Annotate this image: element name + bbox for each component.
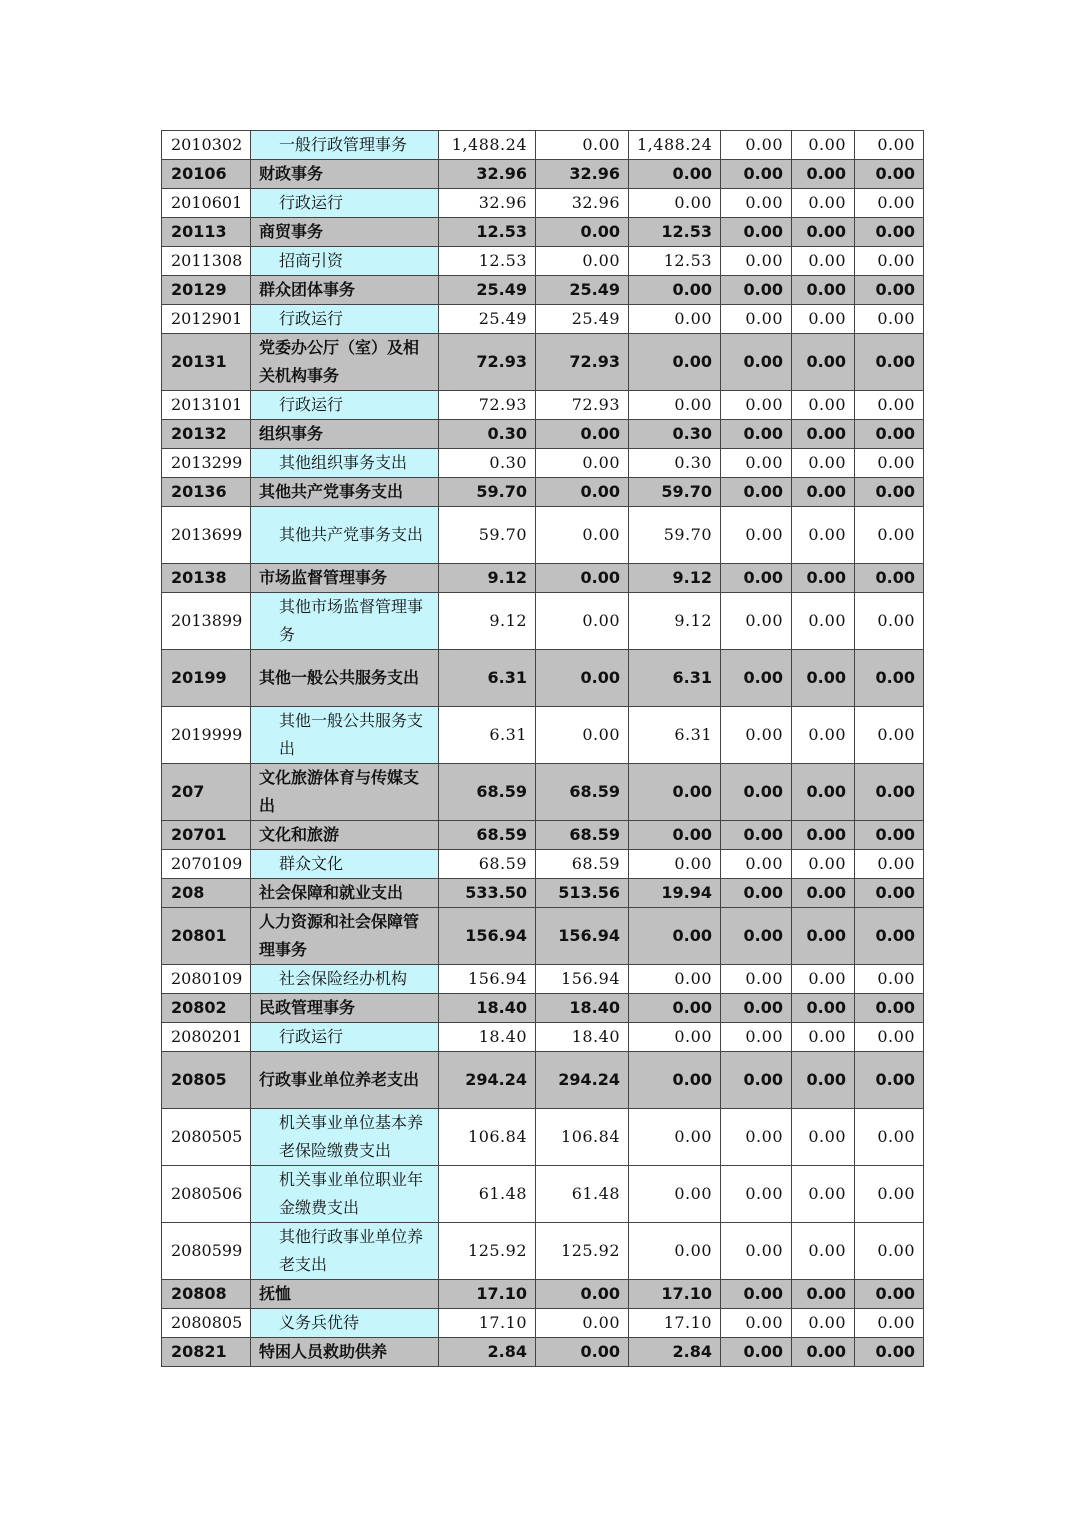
subject-code-cell: 2080506 bbox=[162, 1166, 251, 1223]
subject-code-cell: 2013699 bbox=[162, 507, 251, 564]
amount-cell: 0.00 bbox=[536, 1280, 629, 1309]
amount-cell: 513.56 bbox=[536, 879, 629, 908]
amount-cell: 0.00 bbox=[536, 247, 629, 276]
subject-name-cell: 民政管理事务 bbox=[251, 994, 439, 1023]
amount-cell: 0.00 bbox=[855, 1338, 924, 1367]
amount-cell: 32.96 bbox=[536, 160, 629, 189]
amount-cell: 59.70 bbox=[629, 507, 721, 564]
subject-code-cell: 20132 bbox=[162, 420, 251, 449]
amount-cell: 1,488.24 bbox=[439, 131, 536, 160]
amount-cell: 0.00 bbox=[629, 391, 721, 420]
amount-cell: 0.00 bbox=[792, 276, 855, 305]
subject-name-cell: 人力资源和社会保障管理事务 bbox=[251, 908, 439, 965]
subject-name-cell: 行政运行 bbox=[251, 189, 439, 218]
subject-code-cell: 20802 bbox=[162, 994, 251, 1023]
subject-code-cell: 2080599 bbox=[162, 1223, 251, 1280]
amount-cell: 0.00 bbox=[792, 1023, 855, 1052]
subject-code-cell: 2011308 bbox=[162, 247, 251, 276]
subject-code-cell: 20113 bbox=[162, 218, 251, 247]
category-row bbox=[162, 994, 924, 1023]
category-row bbox=[162, 821, 924, 850]
amount-cell: 0.00 bbox=[792, 707, 855, 764]
amount-cell: 0.00 bbox=[855, 1109, 924, 1166]
subject-name-cell: 机关事业单位职业年金缴费支出 bbox=[251, 1166, 439, 1223]
budget-expenditure-table bbox=[161, 130, 924, 1367]
item-row bbox=[162, 391, 924, 420]
amount-cell: 0.00 bbox=[792, 994, 855, 1023]
category-row bbox=[162, 650, 924, 707]
amount-cell: 0.30 bbox=[439, 449, 536, 478]
subject-name-cell: 社会保险经办机构 bbox=[251, 965, 439, 994]
amount-cell: 9.12 bbox=[629, 593, 721, 650]
subject-code-cell: 2080201 bbox=[162, 1023, 251, 1052]
amount-cell: 72.93 bbox=[439, 391, 536, 420]
category-row bbox=[162, 478, 924, 507]
amount-cell: 32.96 bbox=[439, 160, 536, 189]
amount-cell: 0.00 bbox=[855, 650, 924, 707]
subject-name-cell: 文化旅游体育与传媒支出 bbox=[251, 764, 439, 821]
amount-cell: 0.00 bbox=[855, 305, 924, 334]
amount-cell: 0.00 bbox=[855, 850, 924, 879]
subject-name-cell: 群众团体事务 bbox=[251, 276, 439, 305]
category-row bbox=[162, 564, 924, 593]
amount-cell: 0.00 bbox=[629, 305, 721, 334]
amount-cell: 18.40 bbox=[439, 1023, 536, 1052]
amount-cell: 0.00 bbox=[629, 764, 721, 821]
amount-cell: 12.53 bbox=[439, 218, 536, 247]
amount-cell: 0.00 bbox=[721, 420, 792, 449]
amount-cell: 0.00 bbox=[536, 650, 629, 707]
subject-code-cell: 20136 bbox=[162, 478, 251, 507]
amount-cell: 59.70 bbox=[629, 478, 721, 507]
category-row bbox=[162, 1338, 924, 1367]
amount-cell: 0.00 bbox=[721, 276, 792, 305]
category-row bbox=[162, 334, 924, 391]
amount-cell: 0.00 bbox=[855, 131, 924, 160]
amount-cell: 0.00 bbox=[629, 1109, 721, 1166]
amount-cell: 0.00 bbox=[721, 247, 792, 276]
amount-cell: 68.59 bbox=[536, 764, 629, 821]
amount-cell: 0.00 bbox=[629, 189, 721, 218]
amount-cell: 0.00 bbox=[855, 247, 924, 276]
category-row bbox=[162, 218, 924, 247]
amount-cell: 0.00 bbox=[721, 160, 792, 189]
amount-cell: 0.00 bbox=[536, 131, 629, 160]
amount-cell: 0.00 bbox=[855, 391, 924, 420]
subject-code-cell: 2013101 bbox=[162, 391, 251, 420]
category-row bbox=[162, 908, 924, 965]
subject-name-cell: 行政事业单位养老支出 bbox=[251, 1052, 439, 1109]
amount-cell: 72.93 bbox=[439, 334, 536, 391]
amount-cell: 0.00 bbox=[855, 1280, 924, 1309]
amount-cell: 0.00 bbox=[721, 707, 792, 764]
subject-code-cell: 20801 bbox=[162, 908, 251, 965]
subject-name-cell: 机关事业单位基本养老保险缴费支出 bbox=[251, 1109, 439, 1166]
amount-cell: 2.84 bbox=[629, 1338, 721, 1367]
amount-cell: 9.12 bbox=[439, 564, 536, 593]
amount-cell: 0.00 bbox=[792, 965, 855, 994]
subject-code-cell: 20199 bbox=[162, 650, 251, 707]
amount-cell: 0.30 bbox=[629, 420, 721, 449]
category-row bbox=[162, 276, 924, 305]
amount-cell: 156.94 bbox=[536, 908, 629, 965]
item-row bbox=[162, 1023, 924, 1052]
item-row bbox=[162, 1223, 924, 1280]
amount-cell: 0.00 bbox=[629, 276, 721, 305]
amount-cell: 0.00 bbox=[855, 1052, 924, 1109]
amount-cell: 6.31 bbox=[629, 650, 721, 707]
table-body bbox=[162, 131, 924, 1367]
amount-cell: 0.00 bbox=[792, 131, 855, 160]
subject-name-cell: 行政运行 bbox=[251, 391, 439, 420]
amount-cell: 17.10 bbox=[439, 1280, 536, 1309]
subject-name-cell: 其他一般公共服务支出 bbox=[251, 707, 439, 764]
amount-cell: 18.40 bbox=[536, 994, 629, 1023]
amount-cell: 68.59 bbox=[439, 821, 536, 850]
item-row bbox=[162, 1109, 924, 1166]
amount-cell: 0.00 bbox=[792, 449, 855, 478]
amount-cell: 0.00 bbox=[792, 391, 855, 420]
item-row bbox=[162, 965, 924, 994]
amount-cell: 0.00 bbox=[629, 850, 721, 879]
amount-cell: 0.00 bbox=[721, 879, 792, 908]
amount-cell: 25.49 bbox=[439, 305, 536, 334]
amount-cell: 0.00 bbox=[721, 334, 792, 391]
subject-name-cell: 组织事务 bbox=[251, 420, 439, 449]
amount-cell: 0.00 bbox=[855, 564, 924, 593]
amount-cell: 0.00 bbox=[855, 994, 924, 1023]
amount-cell: 18.40 bbox=[439, 994, 536, 1023]
subject-name-cell: 其他市场监督管理事务 bbox=[251, 593, 439, 650]
subject-name-cell: 其他共产党事务支出 bbox=[251, 507, 439, 564]
item-row bbox=[162, 1309, 924, 1338]
subject-name-cell: 行政运行 bbox=[251, 305, 439, 334]
subject-name-cell: 一般行政管理事务 bbox=[251, 131, 439, 160]
amount-cell: 0.00 bbox=[855, 478, 924, 507]
amount-cell: 294.24 bbox=[536, 1052, 629, 1109]
amount-cell: 0.00 bbox=[792, 650, 855, 707]
subject-code-cell: 2013299 bbox=[162, 449, 251, 478]
amount-cell: 0.00 bbox=[536, 1309, 629, 1338]
amount-cell: 0.00 bbox=[629, 908, 721, 965]
amount-cell: 0.00 bbox=[855, 160, 924, 189]
amount-cell: 0.00 bbox=[855, 821, 924, 850]
amount-cell: 0.00 bbox=[629, 1166, 721, 1223]
amount-cell: 0.00 bbox=[536, 1338, 629, 1367]
amount-cell: 25.49 bbox=[536, 276, 629, 305]
amount-cell: 0.30 bbox=[629, 449, 721, 478]
amount-cell: 68.59 bbox=[536, 821, 629, 850]
amount-cell: 156.94 bbox=[439, 965, 536, 994]
amount-cell: 61.48 bbox=[536, 1166, 629, 1223]
subject-code-cell: 2019999 bbox=[162, 707, 251, 764]
amount-cell: 0.00 bbox=[792, 1309, 855, 1338]
item-row bbox=[162, 850, 924, 879]
amount-cell: 0.00 bbox=[855, 189, 924, 218]
amount-cell: 0.00 bbox=[855, 965, 924, 994]
amount-cell: 0.00 bbox=[721, 1166, 792, 1223]
amount-cell: 0.00 bbox=[721, 189, 792, 218]
subject-name-cell: 招商引资 bbox=[251, 247, 439, 276]
amount-cell: 0.00 bbox=[721, 850, 792, 879]
amount-cell: 106.84 bbox=[536, 1109, 629, 1166]
amount-cell: 0.00 bbox=[721, 1338, 792, 1367]
amount-cell: 0.00 bbox=[792, 305, 855, 334]
amount-cell: 0.00 bbox=[536, 449, 629, 478]
subject-code-cell: 20701 bbox=[162, 821, 251, 850]
category-row bbox=[162, 764, 924, 821]
category-row bbox=[162, 1052, 924, 1109]
subject-code-cell: 2080505 bbox=[162, 1109, 251, 1166]
amount-cell: 0.00 bbox=[792, 160, 855, 189]
amount-cell: 17.10 bbox=[629, 1280, 721, 1309]
amount-cell: 25.49 bbox=[439, 276, 536, 305]
amount-cell: 0.00 bbox=[855, 1223, 924, 1280]
amount-cell: 0.00 bbox=[855, 449, 924, 478]
amount-cell: 0.00 bbox=[629, 994, 721, 1023]
subject-code-cell: 20129 bbox=[162, 276, 251, 305]
amount-cell: 0.00 bbox=[792, 1109, 855, 1166]
amount-cell: 0.00 bbox=[792, 564, 855, 593]
amount-cell: 6.31 bbox=[439, 707, 536, 764]
subject-code-cell: 20106 bbox=[162, 160, 251, 189]
subject-code-cell: 2013899 bbox=[162, 593, 251, 650]
amount-cell: 156.94 bbox=[536, 965, 629, 994]
amount-cell: 0.00 bbox=[855, 276, 924, 305]
amount-cell: 294.24 bbox=[439, 1052, 536, 1109]
amount-cell: 6.31 bbox=[629, 707, 721, 764]
subject-name-cell: 财政事务 bbox=[251, 160, 439, 189]
item-row bbox=[162, 593, 924, 650]
amount-cell: 0.00 bbox=[792, 1166, 855, 1223]
item-row bbox=[162, 247, 924, 276]
amount-cell: 9.12 bbox=[439, 593, 536, 650]
amount-cell: 72.93 bbox=[536, 391, 629, 420]
amount-cell: 0.00 bbox=[721, 1223, 792, 1280]
amount-cell: 17.10 bbox=[629, 1309, 721, 1338]
amount-cell: 0.00 bbox=[721, 131, 792, 160]
subject-name-cell: 抚恤 bbox=[251, 1280, 439, 1309]
amount-cell: 0.00 bbox=[629, 160, 721, 189]
amount-cell: 0.00 bbox=[721, 1309, 792, 1338]
amount-cell: 0.00 bbox=[855, 879, 924, 908]
subject-name-cell: 特困人员救助供养 bbox=[251, 1338, 439, 1367]
amount-cell: 68.59 bbox=[536, 850, 629, 879]
amount-cell: 0.00 bbox=[855, 334, 924, 391]
amount-cell: 0.00 bbox=[721, 391, 792, 420]
amount-cell: 0.00 bbox=[629, 334, 721, 391]
amount-cell: 0.00 bbox=[792, 247, 855, 276]
amount-cell: 68.59 bbox=[439, 850, 536, 879]
amount-cell: 0.00 bbox=[792, 478, 855, 507]
amount-cell: 0.00 bbox=[792, 879, 855, 908]
subject-name-cell: 义务兵优待 bbox=[251, 1309, 439, 1338]
item-row bbox=[162, 507, 924, 564]
amount-cell: 25.49 bbox=[536, 305, 629, 334]
amount-cell: 0.00 bbox=[721, 507, 792, 564]
amount-cell: 0.00 bbox=[855, 707, 924, 764]
amount-cell: 0.00 bbox=[855, 764, 924, 821]
item-row bbox=[162, 189, 924, 218]
subject-name-cell: 商贸事务 bbox=[251, 218, 439, 247]
amount-cell: 0.00 bbox=[721, 1109, 792, 1166]
amount-cell: 0.00 bbox=[629, 821, 721, 850]
subject-code-cell: 2010302 bbox=[162, 131, 251, 160]
subject-name-cell: 其他行政事业单位养老支出 bbox=[251, 1223, 439, 1280]
amount-cell: 0.00 bbox=[721, 821, 792, 850]
amount-cell: 0.00 bbox=[792, 218, 855, 247]
subject-code-cell: 2010601 bbox=[162, 189, 251, 218]
amount-cell: 0.00 bbox=[792, 507, 855, 564]
amount-cell: 32.96 bbox=[536, 189, 629, 218]
amount-cell: 0.00 bbox=[855, 1309, 924, 1338]
category-row bbox=[162, 420, 924, 449]
item-row bbox=[162, 305, 924, 334]
category-row bbox=[162, 1280, 924, 1309]
subject-code-cell: 2080805 bbox=[162, 1309, 251, 1338]
amount-cell: 17.10 bbox=[439, 1309, 536, 1338]
subject-name-cell: 其他一般公共服务支出 bbox=[251, 650, 439, 707]
amount-cell: 0.00 bbox=[855, 908, 924, 965]
item-row bbox=[162, 707, 924, 764]
subject-name-cell: 党委办公厅（室）及相关机构事务 bbox=[251, 334, 439, 391]
amount-cell: 0.00 bbox=[629, 1052, 721, 1109]
amount-cell: 0.00 bbox=[721, 1280, 792, 1309]
amount-cell: 0.00 bbox=[721, 1052, 792, 1109]
amount-cell: 0.00 bbox=[792, 1338, 855, 1367]
subject-code-cell: 207 bbox=[162, 764, 251, 821]
amount-cell: 156.94 bbox=[439, 908, 536, 965]
subject-name-cell: 其他共产党事务支出 bbox=[251, 478, 439, 507]
amount-cell: 533.50 bbox=[439, 879, 536, 908]
amount-cell: 19.94 bbox=[629, 879, 721, 908]
subject-name-cell: 行政运行 bbox=[251, 1023, 439, 1052]
amount-cell: 0.00 bbox=[721, 650, 792, 707]
amount-cell: 12.53 bbox=[439, 247, 536, 276]
amount-cell: 0.00 bbox=[536, 593, 629, 650]
amount-cell: 125.92 bbox=[439, 1223, 536, 1280]
amount-cell: 0.00 bbox=[855, 507, 924, 564]
amount-cell: 0.00 bbox=[721, 218, 792, 247]
subject-code-cell: 20138 bbox=[162, 564, 251, 593]
subject-name-cell: 市场监督管理事务 bbox=[251, 564, 439, 593]
amount-cell: 0.00 bbox=[536, 564, 629, 593]
item-row bbox=[162, 131, 924, 160]
amount-cell: 0.00 bbox=[855, 1166, 924, 1223]
amount-cell: 0.00 bbox=[855, 218, 924, 247]
amount-cell: 0.00 bbox=[792, 1223, 855, 1280]
amount-cell: 0.00 bbox=[536, 707, 629, 764]
amount-cell: 59.70 bbox=[439, 478, 536, 507]
amount-cell: 0.00 bbox=[721, 449, 792, 478]
amount-cell: 12.53 bbox=[629, 218, 721, 247]
item-row bbox=[162, 1166, 924, 1223]
amount-cell: 0.00 bbox=[721, 593, 792, 650]
amount-cell: 0.00 bbox=[721, 764, 792, 821]
amount-cell: 0.00 bbox=[792, 1280, 855, 1309]
amount-cell: 125.92 bbox=[536, 1223, 629, 1280]
item-row bbox=[162, 449, 924, 478]
amount-cell: 0.00 bbox=[721, 994, 792, 1023]
amount-cell: 72.93 bbox=[536, 334, 629, 391]
subject-name-cell: 文化和旅游 bbox=[251, 821, 439, 850]
subject-code-cell: 20805 bbox=[162, 1052, 251, 1109]
amount-cell: 0.30 bbox=[439, 420, 536, 449]
amount-cell: 9.12 bbox=[629, 564, 721, 593]
amount-cell: 0.00 bbox=[721, 908, 792, 965]
amount-cell: 106.84 bbox=[439, 1109, 536, 1166]
amount-cell: 0.00 bbox=[721, 564, 792, 593]
amount-cell: 68.59 bbox=[439, 764, 536, 821]
amount-cell: 0.00 bbox=[629, 1023, 721, 1052]
amount-cell: 6.31 bbox=[439, 650, 536, 707]
amount-cell: 0.00 bbox=[536, 218, 629, 247]
amount-cell: 32.96 bbox=[439, 189, 536, 218]
amount-cell: 0.00 bbox=[792, 420, 855, 449]
subject-code-cell: 2012901 bbox=[162, 305, 251, 334]
amount-cell: 0.00 bbox=[855, 1023, 924, 1052]
amount-cell: 0.00 bbox=[792, 850, 855, 879]
category-row bbox=[162, 160, 924, 189]
amount-cell: 0.00 bbox=[536, 420, 629, 449]
subject-name-cell: 社会保障和就业支出 bbox=[251, 879, 439, 908]
amount-cell: 0.00 bbox=[792, 334, 855, 391]
amount-cell: 0.00 bbox=[721, 305, 792, 334]
amount-cell: 0.00 bbox=[855, 593, 924, 650]
subject-code-cell: 2080109 bbox=[162, 965, 251, 994]
subject-code-cell: 2070109 bbox=[162, 850, 251, 879]
amount-cell: 59.70 bbox=[439, 507, 536, 564]
amount-cell: 2.84 bbox=[439, 1338, 536, 1367]
amount-cell: 0.00 bbox=[536, 478, 629, 507]
amount-cell: 0.00 bbox=[792, 764, 855, 821]
amount-cell: 12.53 bbox=[629, 247, 721, 276]
amount-cell: 18.40 bbox=[536, 1023, 629, 1052]
amount-cell: 0.00 bbox=[536, 507, 629, 564]
subject-code-cell: 208 bbox=[162, 879, 251, 908]
amount-cell: 0.00 bbox=[792, 1052, 855, 1109]
amount-cell: 0.00 bbox=[629, 1223, 721, 1280]
amount-cell: 1,488.24 bbox=[629, 131, 721, 160]
amount-cell: 0.00 bbox=[792, 821, 855, 850]
amount-cell: 0.00 bbox=[792, 908, 855, 965]
amount-cell: 0.00 bbox=[855, 420, 924, 449]
subject-code-cell: 20821 bbox=[162, 1338, 251, 1367]
amount-cell: 0.00 bbox=[792, 593, 855, 650]
amount-cell: 0.00 bbox=[721, 1023, 792, 1052]
amount-cell: 0.00 bbox=[721, 478, 792, 507]
amount-cell: 61.48 bbox=[439, 1166, 536, 1223]
amount-cell: 0.00 bbox=[629, 965, 721, 994]
subject-code-cell: 20808 bbox=[162, 1280, 251, 1309]
subject-name-cell: 其他组织事务支出 bbox=[251, 449, 439, 478]
amount-cell: 0.00 bbox=[721, 965, 792, 994]
amount-cell: 0.00 bbox=[792, 189, 855, 218]
subject-code-cell: 20131 bbox=[162, 334, 251, 391]
subject-name-cell: 群众文化 bbox=[251, 850, 439, 879]
category-row bbox=[162, 879, 924, 908]
